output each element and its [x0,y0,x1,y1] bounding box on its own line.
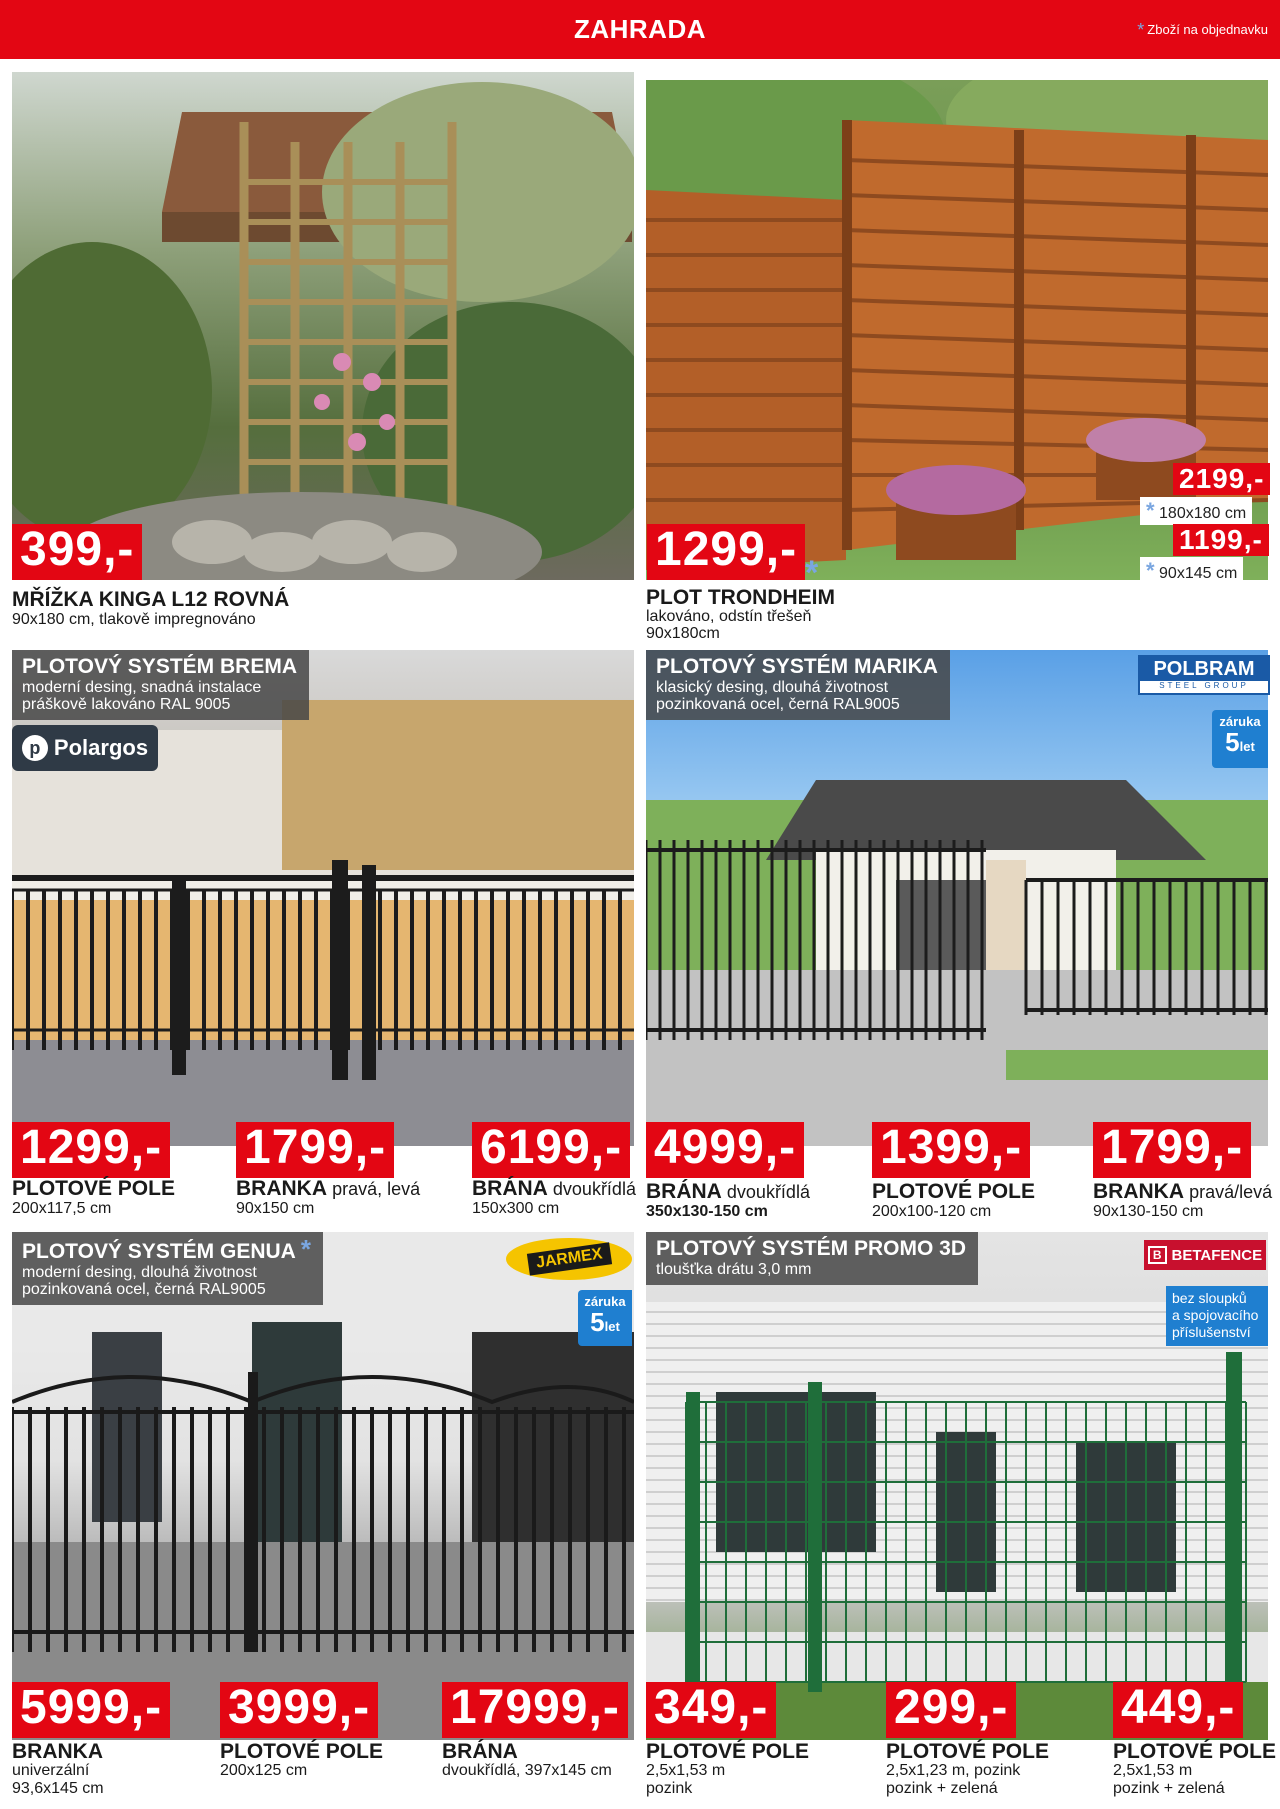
marika-item1-price: 4999,- [646,1122,804,1178]
brema-item3-size: 150x300 cm [472,1200,560,1217]
order-note-text: Zboží na objednavku [1147,22,1268,37]
promo-item3-name: PLOTOVÉ POLE [1113,1740,1276,1763]
marika-item2-price: 1399,- [872,1122,1030,1178]
promo-item2-name: PLOTOVÉ POLE [886,1740,1049,1763]
promo-note-badge: bez sloupků a spojovacího příslušenství [1166,1286,1268,1346]
genua-warranty-badge: záruka 5let [578,1290,632,1346]
brema-item1-size: 200x117,5 cm [12,1200,112,1217]
brema-item3-price: 6199,- [472,1122,630,1178]
polbram-logo [1138,655,1270,695]
brema-item1-name: PLOTOVÉ POLE [12,1177,175,1200]
marika-label [646,650,950,720]
brema-item1-price: 1299,- [12,1122,170,1178]
marika-item3-name: BRANKA pravá/levá [1093,1180,1273,1203]
marika-item2-size: 200x100-120 cm [872,1203,992,1220]
brema-label [12,650,309,720]
header-bar [0,0,1280,59]
brema-title: PLOTOVÝ SYSTÉM BREMA [22,655,297,678]
promo-item1-line1: 2,5x1,53 m [646,1762,726,1779]
polargos-icon: p [22,735,48,761]
marika-warranty-badge: záruka 5let [1212,710,1268,768]
trondheim-desc-1: lakováno, odstín třešeň [646,608,812,625]
brema-item2-price: 1799,- [236,1122,394,1178]
trondheim-star-icon: * [805,554,819,592]
promo-label [646,1232,978,1285]
promo-item2-price: 299,- [886,1682,1016,1738]
order-note [1137,20,1268,41]
kinga-price: 399,- [12,524,142,580]
trondheim-alt1-price: 2199,- [1173,463,1270,495]
promo-item1-price: 349,- [646,1682,776,1738]
trellis-illustration [12,72,634,580]
marika-photo [646,650,1268,1146]
genua-gate-illustration [12,1232,634,1740]
genua-item2-name: PLOTOVÉ POLE [220,1740,383,1763]
genua-item1-line2: 93,6x145 cm [12,1780,104,1797]
genua-item1-line1: univerzální [12,1762,90,1779]
promo-item1-name: PLOTOVÉ POLE [646,1740,809,1763]
genua-item1-name: BRANKA [12,1740,103,1763]
betafence-icon: B [1148,1246,1167,1264]
page-title: ZAHRADA [573,14,707,44]
polbram-sub: STEEL GROUP [1159,681,1249,690]
genua-item2-line1: 200x125 cm [220,1762,308,1779]
brema-desc-1: moderní desing, snadná instalace [22,679,262,696]
promo-item3-line1: 2,5x1,53 m [1113,1762,1193,1779]
genua-item3-price: 17999,- [442,1682,628,1738]
marika-item3-size: 90x130-150 cm [1093,1203,1204,1220]
genua-title: PLOTOVÝ SYSTÉM GENUA * [22,1234,312,1264]
brema-desc-2: práškově lakováno RAL 9005 [22,696,231,713]
trondheim-name: PLOT TRONDHEIM [646,586,835,609]
genua-item2-price: 3999,- [220,1682,378,1738]
promo-desc-1: tloušťka drátu 3,0 mm [656,1261,812,1278]
kinga-desc: 90x180 cm, tlakově impregnováno [12,611,256,628]
promo-item3-price: 449,- [1113,1682,1243,1738]
polargos-text: Polargos [53,735,149,760]
trondheim-alt1-size: * 180x180 cm [1140,497,1252,525]
trondheim-alt2-price: 1199,- [1173,524,1269,556]
polbram-text: POLBRAM [1140,657,1268,681]
genua-desc-2: pozinkovaná ocel, černá RAL9005 [22,1281,266,1298]
betafence-text: BETAFENCE [1171,1246,1263,1264]
star-icon: * [1146,498,1155,523]
genua-desc-1: moderní desing, dlouhá životnost [22,1264,257,1281]
betafence-logo [1144,1240,1266,1270]
star-icon: * [1137,20,1145,40]
polargos-logo [12,725,158,771]
genua-item3-line1: dvoukřídlá, 397x145 cm [442,1762,612,1779]
trondheim-price [647,524,805,580]
trellis-photo [12,72,634,580]
jarmex-logo [506,1238,632,1280]
trondheim-alt2-size: * 90x145 cm [1140,557,1243,585]
promo-item2-line2: pozink + zelená [886,1780,998,1797]
genua-item1-price: 5999,- [12,1682,170,1738]
genua-item3-name: BRÁNA [442,1740,518,1763]
marika-item1-size: 350x130-150 cm [646,1203,768,1220]
brema-item2-name: BRANKA pravá, levá [236,1177,421,1200]
trondheim-desc-2: 90x180cm [646,625,720,642]
promo-item2-line1: 2,5x1,23 m, pozink [886,1762,1021,1779]
promo-item3-line2: pozink + zelená [1113,1780,1225,1797]
marika-item1-name: BRÁNA dvoukřídlá [646,1180,810,1203]
marika-title: PLOTOVÝ SYSTÉM MARIKA [656,655,938,678]
kinga-name: MŘÍŽKA KINGA L12 ROVNÁ [12,588,290,611]
genua-photo [12,1232,634,1740]
promo-item1-line2: pozink [646,1780,693,1797]
marika-fence-illustration [646,650,1268,1146]
jarmex-text: JARMEX [527,1242,612,1275]
genua-label [12,1232,323,1305]
marika-item3-price: 1799,- [1093,1122,1251,1178]
brema-item2-size: 90x150 cm [236,1200,315,1217]
marika-desc-1: klasický desing, dlouhá životnost [656,679,889,696]
star-icon: * [1146,558,1155,583]
brema-item3-name: BRÁNA dvoukřídlá [472,1177,636,1200]
marika-item2-name: PLOTOVÉ POLE [872,1180,1035,1203]
trondheim-price-text: 1299,- [655,523,798,576]
marika-desc-2: pozinkovaná ocel, černá RAL9005 [656,696,900,713]
genua-star-icon: * [300,1234,312,1264]
promo-title: PLOTOVÝ SYSTÉM PROMO 3D [656,1237,966,1260]
